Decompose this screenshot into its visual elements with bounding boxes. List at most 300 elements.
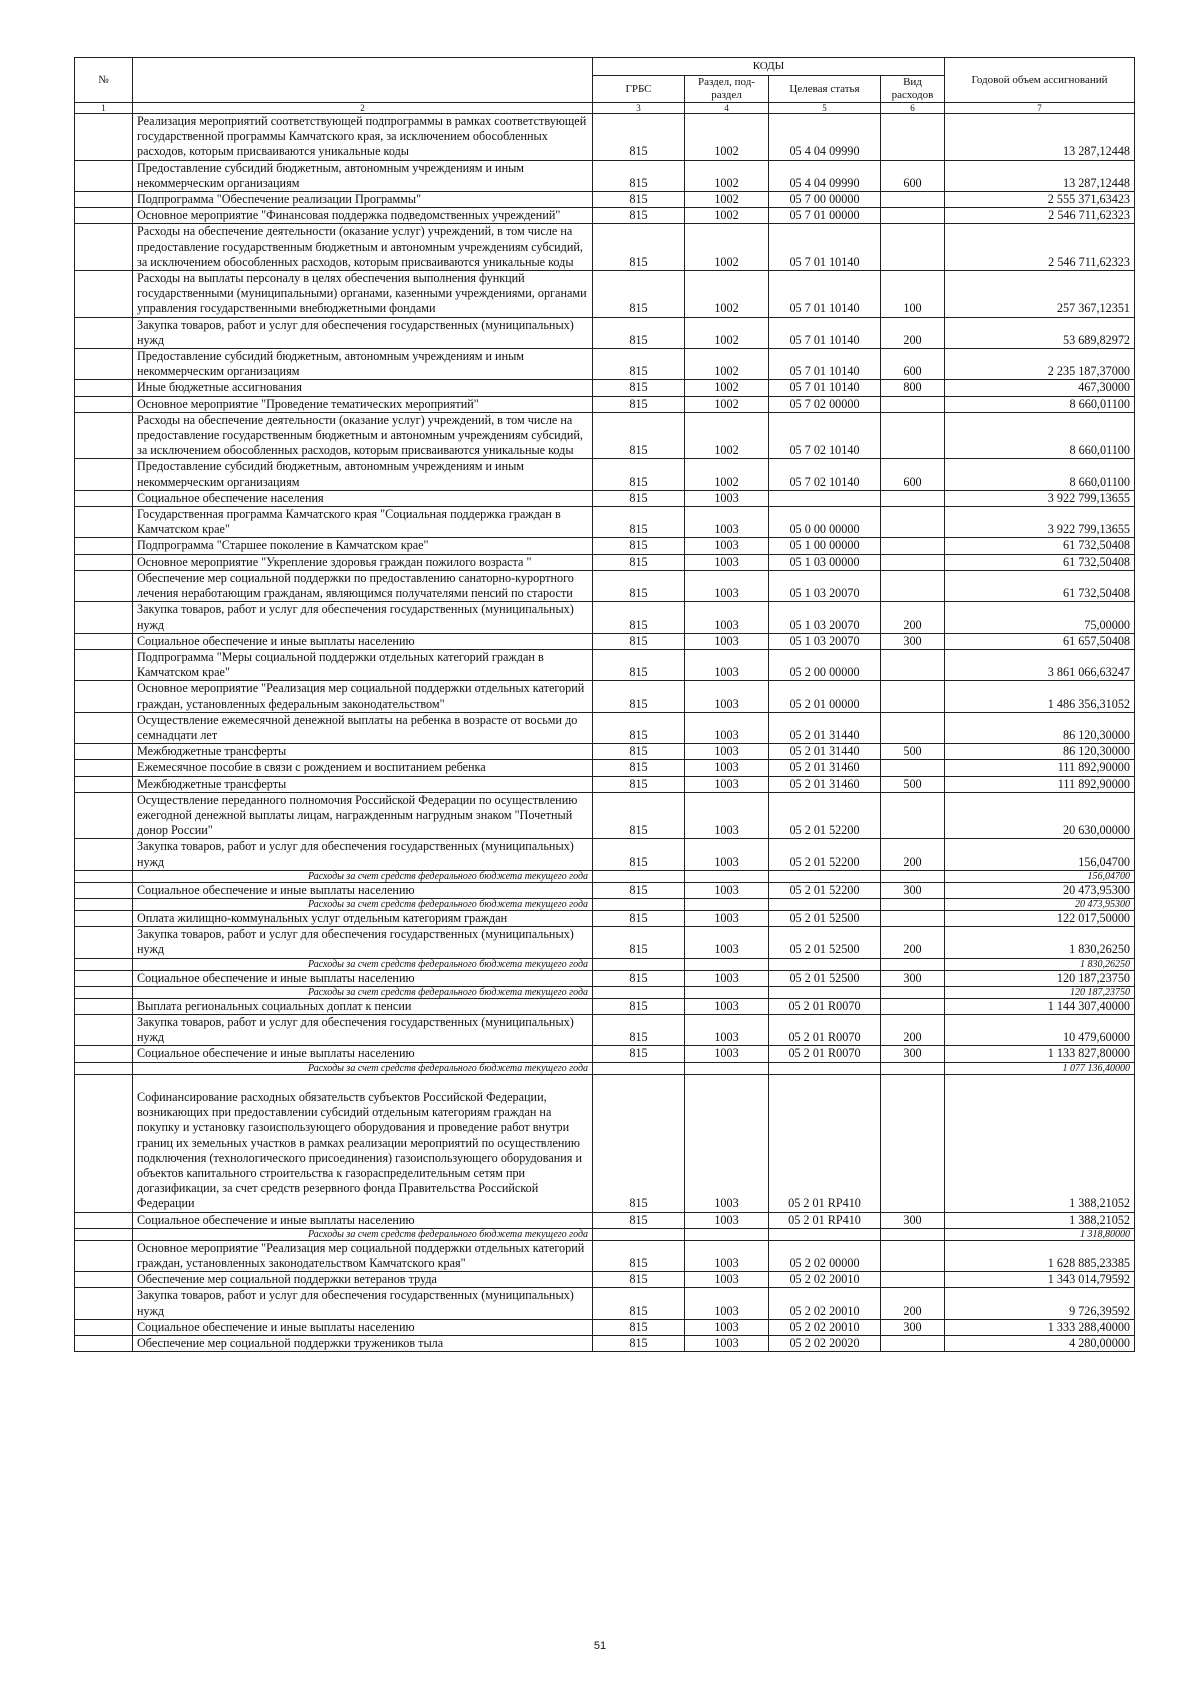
- row-grbs: 815: [593, 760, 685, 776]
- row-section: 1003: [685, 554, 769, 570]
- row-grbs: 815: [593, 271, 685, 318]
- row-name: Расходы за счет средств федерального бюджета текущего года: [133, 870, 593, 882]
- row-name: Социальное обеспечение и иные выплаты населению: [133, 1046, 593, 1062]
- row-target: [769, 1062, 881, 1074]
- table-row: [75, 396, 1135, 412]
- row-amount: 9 726,39592: [945, 1288, 1135, 1319]
- row-exp-type: [881, 1062, 945, 1074]
- num: [75, 910, 133, 926]
- table-row: [75, 792, 1135, 839]
- row-section: 1002: [685, 224, 769, 271]
- table-row: [75, 114, 1135, 161]
- num: [75, 1240, 133, 1271]
- table-row: [75, 1240, 1135, 1271]
- row-exp-type: 600: [881, 349, 945, 380]
- row-exp-type: 200: [881, 317, 945, 348]
- col-number: 4: [685, 103, 769, 114]
- row-grbs: 815: [593, 1046, 685, 1062]
- table-row: [75, 380, 1135, 396]
- row-grbs: 815: [593, 114, 685, 161]
- num: [75, 744, 133, 760]
- row-section: [685, 986, 769, 998]
- row-section: [685, 1062, 769, 1074]
- num: [75, 192, 133, 208]
- row-target: 05 1 03 20070: [769, 602, 881, 633]
- num: [75, 1272, 133, 1288]
- federal-funds-row: [75, 958, 1135, 970]
- row-amount: 467,30000: [945, 380, 1135, 396]
- row-target: 05 7 01 10140: [769, 271, 881, 318]
- num: [75, 712, 133, 743]
- row-target: 05 0 00 00000: [769, 507, 881, 538]
- row-exp-type: 500: [881, 776, 945, 792]
- row-section: 1002: [685, 396, 769, 412]
- row-name: Расходы за счет средств федерального бюджета текущего года: [133, 986, 593, 998]
- row-name: Расходы за счет средств федерального бюджета текущего года: [133, 1228, 593, 1240]
- num: [75, 554, 133, 570]
- row-section: 1003: [685, 649, 769, 680]
- row-exp-type: [881, 554, 945, 570]
- row-name: Закупка товаров, работ и услуг для обеспечения государственных (муниципальных) нужд: [133, 1288, 593, 1319]
- row-exp-type: 600: [881, 459, 945, 490]
- row-amount: 1 333 288,40000: [945, 1319, 1135, 1335]
- row-amount: 61 732,50408: [945, 538, 1135, 554]
- header-num: №: [75, 58, 133, 103]
- num: [75, 1228, 133, 1240]
- row-target: 05 7 01 10140: [769, 380, 881, 396]
- row-target: 05 2 01 31460: [769, 776, 881, 792]
- row-exp-type: [881, 910, 945, 926]
- row-target: 05 4 04 09990: [769, 160, 881, 191]
- row-section: 1002: [685, 114, 769, 161]
- row-section: 1003: [685, 490, 769, 506]
- row-name: Подпрограмма "Обеспечение реализации Программы": [133, 192, 593, 208]
- table-row: [75, 1319, 1135, 1335]
- row-exp-type: 300: [881, 1212, 945, 1228]
- header-name: [133, 58, 593, 103]
- row-target: [769, 870, 881, 882]
- row-section: 1003: [685, 1046, 769, 1062]
- row-section: 1003: [685, 1074, 769, 1212]
- row-amount: 13 287,12448: [945, 114, 1135, 161]
- row-exp-type: [881, 1336, 945, 1352]
- row-name: Подпрограмма "Меры социальной поддержки отдельных категорий граждан в Камчатском крае": [133, 649, 593, 680]
- row-exp-type: 200: [881, 839, 945, 870]
- num: [75, 681, 133, 712]
- row-amount: 20 473,95300: [945, 882, 1135, 898]
- row-section: 1002: [685, 192, 769, 208]
- budget-table-page: [74, 57, 1134, 1352]
- row-amount: 13 287,12448: [945, 160, 1135, 191]
- num: [75, 1212, 133, 1228]
- row-exp-type: [881, 792, 945, 839]
- row-name: Расходы на выплаты персоналу в целях обеспечения выполнения функций государственными (муниципальными) органами, казенными учреждениями, органами управления государственными внебюджетными фондами: [133, 271, 593, 318]
- row-name: Социальное обеспечение и иные выплаты населению: [133, 970, 593, 986]
- row-grbs: 815: [593, 792, 685, 839]
- row-section: 1003: [685, 712, 769, 743]
- table-row: [75, 882, 1135, 898]
- row-target: 05 2 02 00000: [769, 1240, 881, 1271]
- row-section: 1003: [685, 1319, 769, 1335]
- row-section: 1003: [685, 1014, 769, 1045]
- num: [75, 839, 133, 870]
- table-row: [75, 507, 1135, 538]
- row-section: 1003: [685, 839, 769, 870]
- row-name: Закупка товаров, работ и услуг для обеспечения государственных (муниципальных) нужд: [133, 1014, 593, 1045]
- row-amount: 1 318,80000: [945, 1228, 1135, 1240]
- row-name: Предоставление субсидий бюджетным, автономным учреждениям и иным некоммерческим организациям: [133, 349, 593, 380]
- table-row: [75, 224, 1135, 271]
- row-name: Реализация мероприятий соответствующей подпрограммы в рамках соответствующей государственной программы Камчатского края, за исключением обособленных расходов, которым присваиваются уникальные коды: [133, 114, 593, 161]
- table-row: [75, 538, 1135, 554]
- row-target: 05 2 01 52200: [769, 839, 881, 870]
- row-section: [685, 870, 769, 882]
- header-column-numbers: [75, 103, 1135, 114]
- row-amount: 1 830,26250: [945, 958, 1135, 970]
- row-section: 1002: [685, 380, 769, 396]
- row-section: 1003: [685, 507, 769, 538]
- row-grbs: 815: [593, 998, 685, 1014]
- table-row: [75, 927, 1135, 958]
- header-section: Раздел, под-раздел: [685, 76, 769, 103]
- num: [75, 114, 133, 161]
- row-amount: 111 892,90000: [945, 776, 1135, 792]
- row-amount: 1 144 307,40000: [945, 998, 1135, 1014]
- row-grbs: 815: [593, 1319, 685, 1335]
- row-target: 05 7 02 10140: [769, 412, 881, 459]
- row-grbs: 815: [593, 224, 685, 271]
- table-row: [75, 490, 1135, 506]
- row-amount: 1 388,21052: [945, 1212, 1135, 1228]
- num: [75, 507, 133, 538]
- row-exp-type: 600: [881, 160, 945, 191]
- table-row: [75, 998, 1135, 1014]
- row-name: Обеспечение мер социальной поддержки ветеранов труда: [133, 1272, 593, 1288]
- row-grbs: 815: [593, 681, 685, 712]
- row-target: 05 7 01 10140: [769, 349, 881, 380]
- row-amount: 75,00000: [945, 602, 1135, 633]
- row-target: 05 2 02 20010: [769, 1272, 881, 1288]
- header-grbs: ГРБС: [593, 76, 685, 103]
- num: [75, 998, 133, 1014]
- row-grbs: 815: [593, 554, 685, 570]
- row-amount: 156,04700: [945, 870, 1135, 882]
- row-exp-type: 300: [881, 1046, 945, 1062]
- row-target: 05 1 03 00000: [769, 554, 881, 570]
- row-name: Закупка товаров, работ и услуг для обеспечения государственных (муниципальных) нужд: [133, 317, 593, 348]
- row-section: 1003: [685, 776, 769, 792]
- row-exp-type: 300: [881, 970, 945, 986]
- table-row: [75, 633, 1135, 649]
- num: [75, 412, 133, 459]
- row-name: Основное мероприятие "Проведение тематических мероприятий": [133, 396, 593, 412]
- row-target: [769, 986, 881, 998]
- col-number: 1: [75, 103, 133, 114]
- row-amount: 8 660,01100: [945, 396, 1135, 412]
- row-name: Оплата жилищно-коммунальных услуг отдельным категориям граждан: [133, 910, 593, 926]
- num: [75, 1319, 133, 1335]
- row-exp-type: 200: [881, 927, 945, 958]
- row-section: 1003: [685, 1240, 769, 1271]
- num: [75, 349, 133, 380]
- row-name: Закупка товаров, работ и услуг для обеспечения государственных (муниципальных) нужд: [133, 839, 593, 870]
- num: [75, 633, 133, 649]
- row-amount: 86 120,30000: [945, 712, 1135, 743]
- row-grbs: 815: [593, 507, 685, 538]
- row-name: Расходы за счет средств федерального бюджета текущего года: [133, 958, 593, 970]
- table-row: [75, 839, 1135, 870]
- num: [75, 396, 133, 412]
- row-grbs: 815: [593, 744, 685, 760]
- num: [75, 898, 133, 910]
- row-target: 05 2 02 20010: [769, 1288, 881, 1319]
- page-number: 51: [593, 1640, 607, 1652]
- row-section: 1003: [685, 910, 769, 926]
- row-amount: 1 388,21052: [945, 1074, 1135, 1212]
- row-exp-type: [881, 870, 945, 882]
- row-target: 05 2 01 R0070: [769, 998, 881, 1014]
- row-amount: 1 343 014,79592: [945, 1272, 1135, 1288]
- table-row: [75, 459, 1135, 490]
- row-section: 1002: [685, 317, 769, 348]
- row-grbs: 815: [593, 633, 685, 649]
- table-row: [75, 776, 1135, 792]
- row-amount: 61 657,50408: [945, 633, 1135, 649]
- row-name: Закупка товаров, работ и услуг для обеспечения государственных (муниципальных) нужд: [133, 602, 593, 633]
- row-name: Выплата региональных социальных доплат к пенсии: [133, 998, 593, 1014]
- row-amount: 3 922 799,13655: [945, 490, 1135, 506]
- table-row: [75, 1074, 1135, 1212]
- row-target: 05 1 03 20070: [769, 570, 881, 601]
- table-row: [75, 602, 1135, 633]
- row-grbs: 815: [593, 1240, 685, 1271]
- row-amount: 120 187,23750: [945, 970, 1135, 986]
- col-number: 5: [769, 103, 881, 114]
- row-target: 05 1 03 20070: [769, 633, 881, 649]
- row-section: 1002: [685, 208, 769, 224]
- row-grbs: 815: [593, 1212, 685, 1228]
- table-row: [75, 1336, 1135, 1352]
- row-exp-type: [881, 538, 945, 554]
- table-row: [75, 412, 1135, 459]
- federal-funds-row: [75, 1062, 1135, 1074]
- row-amount: 8 660,01100: [945, 459, 1135, 490]
- table-body: [75, 114, 1135, 1352]
- row-section: 1003: [685, 744, 769, 760]
- row-section: 1003: [685, 633, 769, 649]
- row-section: 1002: [685, 349, 769, 380]
- budget-table: [74, 57, 1135, 1352]
- num: [75, 570, 133, 601]
- row-target: 05 7 01 00000: [769, 208, 881, 224]
- row-grbs: 815: [593, 1336, 685, 1352]
- num: [75, 602, 133, 633]
- num: [75, 1336, 133, 1352]
- row-name: Основное мероприятие "Финансовая поддержка подведомственных учреждений": [133, 208, 593, 224]
- num: [75, 870, 133, 882]
- row-amount: 1 628 885,23385: [945, 1240, 1135, 1271]
- row-section: 1002: [685, 459, 769, 490]
- row-grbs: 815: [593, 1014, 685, 1045]
- table-row: [75, 649, 1135, 680]
- table-row: [75, 744, 1135, 760]
- row-grbs: [593, 1228, 685, 1240]
- row-target: 05 1 00 00000: [769, 538, 881, 554]
- row-exp-type: [881, 208, 945, 224]
- row-section: [685, 1228, 769, 1240]
- row-amount: 3 861 066,63247: [945, 649, 1135, 680]
- federal-funds-row: [75, 870, 1135, 882]
- row-exp-type: [881, 570, 945, 601]
- row-amount: 156,04700: [945, 839, 1135, 870]
- table-row: [75, 712, 1135, 743]
- row-exp-type: [881, 649, 945, 680]
- row-name: Социальное обеспечение населения: [133, 490, 593, 506]
- col-number: 3: [593, 103, 685, 114]
- row-exp-type: 300: [881, 633, 945, 649]
- row-section: 1003: [685, 927, 769, 958]
- num: [75, 792, 133, 839]
- col-number: 2: [133, 103, 593, 114]
- row-amount: 257 367,12351: [945, 271, 1135, 318]
- row-name: Основное мероприятие "Реализация мер социальной поддержки отдельных категорий граждан, установленных законодательством Камчатского края": [133, 1240, 593, 1271]
- row-target: 05 2 02 20010: [769, 1319, 881, 1335]
- row-name: Социальное обеспечение и иные выплаты населению: [133, 633, 593, 649]
- row-name: Иные бюджетные ассигнования: [133, 380, 593, 396]
- row-exp-type: [881, 986, 945, 998]
- row-amount: 2 546 711,62323: [945, 208, 1135, 224]
- table-row: [75, 1046, 1135, 1062]
- table-row: [75, 570, 1135, 601]
- row-grbs: 815: [593, 882, 685, 898]
- row-exp-type: [881, 1272, 945, 1288]
- row-grbs: 815: [593, 192, 685, 208]
- row-exp-type: [881, 958, 945, 970]
- row-grbs: 815: [593, 208, 685, 224]
- row-grbs: 815: [593, 776, 685, 792]
- row-target: 05 2 01 52500: [769, 970, 881, 986]
- row-grbs: 815: [593, 396, 685, 412]
- header-exp-type: Вид расходов: [881, 76, 945, 103]
- row-amount: 86 120,30000: [945, 744, 1135, 760]
- federal-funds-row: [75, 1228, 1135, 1240]
- col-number: 7: [945, 103, 1135, 114]
- row-grbs: 815: [593, 712, 685, 743]
- row-target: 05 7 01 10140: [769, 224, 881, 271]
- table-row: [75, 1288, 1135, 1319]
- row-amount: 1 077 136,40000: [945, 1062, 1135, 1074]
- table-row: [75, 970, 1135, 986]
- table-row: [75, 910, 1135, 926]
- table-row: [75, 1014, 1135, 1045]
- header-annual: Годовой объем ассигнований: [945, 58, 1135, 103]
- row-amount: 1 830,26250: [945, 927, 1135, 958]
- row-name: Софинансирование расходных обязательств субъектов Российской Федерации, возникающих при предоставлении субсидий отдельным категориям граждан на покупку и установку газоиспользующего оборудования и проведение работ внутри границ их земельных участков в рамках реализации мероприятий по осуществлению подключения (технологического присоединения) газоиспользующего оборудования и объектов капитального строительства к газораспределительным сетям при догазификации, за счет средств резервного фонда Правительства Российской Федерации: [133, 1074, 593, 1212]
- row-grbs: 815: [593, 412, 685, 459]
- table-row: [75, 1212, 1135, 1228]
- row-section: 1003: [685, 998, 769, 1014]
- row-name: Ежемесячное пособие в связи с рождением и воспитанием ребенка: [133, 760, 593, 776]
- row-target: 05 2 01 00000: [769, 681, 881, 712]
- row-target: 05 2 01 RP410: [769, 1074, 881, 1212]
- row-name: Социальное обеспечение и иные выплаты населению: [133, 882, 593, 898]
- row-grbs: [593, 870, 685, 882]
- row-section: 1003: [685, 792, 769, 839]
- row-grbs: 815: [593, 538, 685, 554]
- row-exp-type: 300: [881, 882, 945, 898]
- row-amount: 2 546 711,62323: [945, 224, 1135, 271]
- row-name: Основное мероприятие "Реализация мер социальной поддержки отдельных категорий граждан, установленных федеральным законодательством": [133, 681, 593, 712]
- row-grbs: 815: [593, 380, 685, 396]
- row-grbs: [593, 958, 685, 970]
- row-exp-type: [881, 224, 945, 271]
- row-name: Социальное обеспечение и иные выплаты населению: [133, 1212, 593, 1228]
- row-section: [685, 958, 769, 970]
- table-row: [75, 681, 1135, 712]
- row-exp-type: 200: [881, 1014, 945, 1045]
- row-exp-type: 300: [881, 1319, 945, 1335]
- row-target: 05 4 04 09990: [769, 114, 881, 161]
- row-section: 1003: [685, 760, 769, 776]
- row-amount: 61 732,50408: [945, 554, 1135, 570]
- row-target: 05 2 01 31460: [769, 760, 881, 776]
- num: [75, 224, 133, 271]
- row-target: [769, 490, 881, 506]
- row-amount: 3 922 799,13655: [945, 507, 1135, 538]
- row-grbs: 815: [593, 602, 685, 633]
- row-target: 05 2 01 52500: [769, 927, 881, 958]
- row-target: 05 2 00 00000: [769, 649, 881, 680]
- col-number: 6: [881, 103, 945, 114]
- row-exp-type: [881, 490, 945, 506]
- num: [75, 490, 133, 506]
- row-target: [769, 898, 881, 910]
- row-grbs: 815: [593, 1074, 685, 1212]
- row-amount: 1 133 827,80000: [945, 1046, 1135, 1062]
- row-section: 1003: [685, 1288, 769, 1319]
- table-row: [75, 192, 1135, 208]
- num: [75, 459, 133, 490]
- row-grbs: [593, 898, 685, 910]
- table-row: [75, 760, 1135, 776]
- row-target: 05 7 00 00000: [769, 192, 881, 208]
- num: [75, 317, 133, 348]
- row-name: Подпрограмма "Старшее поколение в Камчатском крае": [133, 538, 593, 554]
- federal-funds-row: [75, 986, 1135, 998]
- row-grbs: 815: [593, 160, 685, 191]
- row-grbs: 815: [593, 570, 685, 601]
- num: [75, 882, 133, 898]
- row-amount: 2 235 187,37000: [945, 349, 1135, 380]
- num: [75, 760, 133, 776]
- num: [75, 1074, 133, 1212]
- header-target: Целевая статья: [769, 76, 881, 103]
- row-exp-type: [881, 412, 945, 459]
- row-target: 05 2 01 R0070: [769, 1046, 881, 1062]
- row-name: Межбюджетные трансферты: [133, 776, 593, 792]
- num: [75, 208, 133, 224]
- row-target: 05 2 01 52200: [769, 792, 881, 839]
- row-target: 05 2 01 31440: [769, 744, 881, 760]
- row-name: Государственная программа Камчатского края "Социальная поддержка граждан в Камчатском крае": [133, 507, 593, 538]
- row-grbs: [593, 986, 685, 998]
- row-amount: 20 630,00000: [945, 792, 1135, 839]
- row-name: Предоставление субсидий бюджетным, автономным учреждениям и иным некоммерческим организациям: [133, 459, 593, 490]
- row-target: 05 2 01 52200: [769, 882, 881, 898]
- row-section: 1003: [685, 1212, 769, 1228]
- row-target: 05 2 01 R0070: [769, 1014, 881, 1045]
- row-amount: 53 689,82972: [945, 317, 1135, 348]
